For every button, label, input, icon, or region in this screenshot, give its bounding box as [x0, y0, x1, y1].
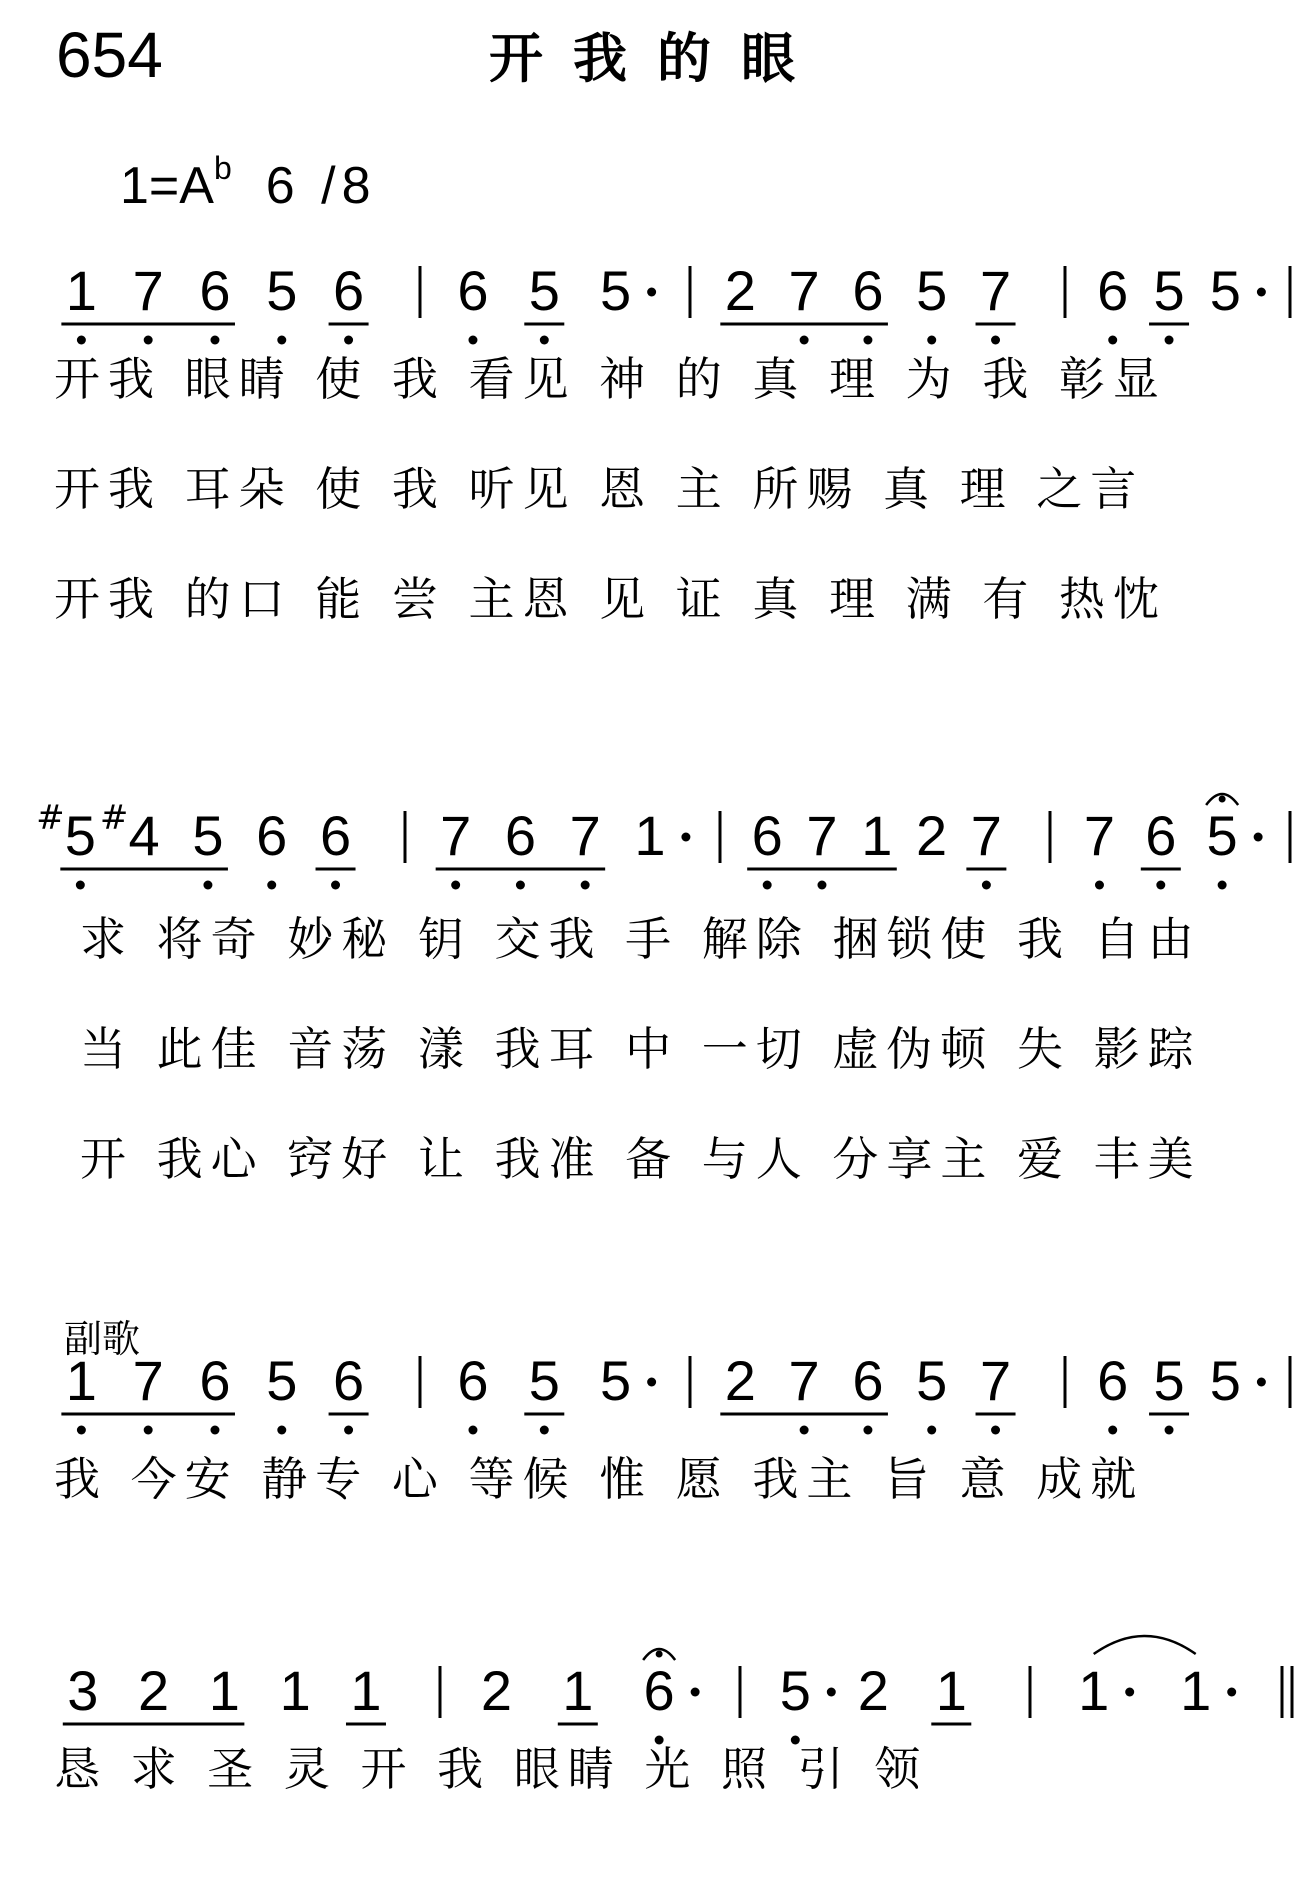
note-digit: 7 — [979, 1349, 1012, 1412]
low-octave-dot — [516, 881, 525, 890]
note-digit: 5 — [528, 1349, 560, 1412]
note-digit: 5 — [192, 804, 224, 867]
note-digit: 4 — [128, 804, 160, 867]
note-digit: 6 — [852, 1349, 884, 1412]
note-digit: 1 — [208, 1659, 240, 1722]
low-octave-dot — [540, 1426, 549, 1435]
note-digit: 5 — [779, 1659, 811, 1722]
lyric-line: 开我 耳朵 使 我 听见 恩 主 所赐 真 理 之言 — [54, 462, 1145, 516]
note-digit: 1 — [65, 259, 97, 322]
fermata-dot — [1219, 796, 1226, 803]
note-digit: 6 — [751, 804, 783, 867]
low-octave-dot — [77, 1426, 86, 1435]
low-octave-dot — [331, 881, 340, 890]
low-octave-dot — [982, 881, 991, 890]
low-octave-dot — [344, 1426, 353, 1435]
low-octave-dot — [1218, 881, 1227, 890]
low-octave-dot — [581, 881, 590, 890]
time-signature: 6 /8 — [265, 157, 377, 215]
low-octave-dot — [817, 881, 826, 890]
note-digit: 5 — [600, 1349, 632, 1412]
low-octave-dot — [210, 1426, 219, 1435]
note-digit: 7 — [979, 259, 1012, 322]
note-digit: 5 — [528, 259, 560, 322]
note-digit: 5 — [600, 259, 632, 322]
note-digit: 1 — [350, 1659, 382, 1722]
note-digit: 1 — [1180, 1659, 1212, 1722]
note-digit: 6 — [1097, 259, 1129, 322]
low-octave-dot — [763, 881, 772, 890]
note-digit: 6 — [333, 259, 365, 322]
note-digit: 1 — [634, 804, 666, 867]
low-octave-dot — [468, 1426, 477, 1435]
low-octave-dot — [1165, 1426, 1174, 1435]
augmentation-dot — [647, 288, 656, 297]
page-title: 开我的眼 — [489, 27, 825, 90]
note-digit: 6 — [199, 259, 231, 322]
note-digit: 5 — [1209, 259, 1241, 322]
note-digit: 1 — [935, 1659, 967, 1722]
augmentation-dot — [1257, 1378, 1266, 1387]
low-octave-dot — [991, 1426, 1000, 1435]
low-octave-dot — [1108, 1426, 1117, 1435]
note-digit: 7 — [788, 259, 820, 322]
note-digit: 7 — [788, 1349, 820, 1412]
note-digit: 6 — [256, 804, 288, 867]
low-octave-dot — [451, 881, 460, 890]
sharp-sign: # — [36, 798, 65, 838]
note-digit: 6 — [1145, 804, 1177, 867]
lyric-line: 求 将奇 妙秘 钥 交我 手 解除 捆锁使 我 自由 — [80, 912, 1202, 966]
augmentation-dot — [681, 833, 690, 842]
note-digit: 2 — [480, 1659, 513, 1722]
low-octave-dot — [144, 1426, 153, 1435]
note-digit: 1 — [562, 1659, 594, 1722]
lyric-line: 恳 求 圣 灵 开 我 眼睛 光 照 引 领 — [54, 1742, 929, 1796]
note-digit: 5 — [1206, 804, 1238, 867]
note-digit: 5 — [1209, 1349, 1241, 1412]
note-digit: 6 — [504, 804, 536, 867]
note-digit: 1 — [1078, 1659, 1110, 1722]
fermata-dot — [656, 1651, 663, 1658]
note-digit: 5 — [64, 804, 96, 867]
low-octave-dot — [863, 1426, 872, 1435]
flat-sign: b — [213, 150, 232, 186]
lyric-line: 开我 的口 能 尝 主恩 见 证 真 理 满 有 热忱 — [54, 572, 1167, 626]
note-digit: 2 — [138, 1659, 170, 1722]
note-digit: 7 — [970, 804, 1002, 867]
note-digit: 7 — [569, 804, 601, 867]
note-digit: 6 — [457, 1349, 489, 1412]
augmentation-dot — [1125, 1688, 1134, 1697]
augmentation-dot — [1257, 288, 1266, 297]
low-octave-dot — [800, 1426, 809, 1435]
note-digit: 7 — [1083, 804, 1116, 867]
note-digit: 6 — [643, 1659, 675, 1722]
low-octave-dot — [1095, 881, 1104, 890]
note-digit: 5 — [916, 259, 948, 322]
augmentation-dot — [1254, 833, 1263, 842]
note-digit: 5 — [916, 1349, 948, 1412]
note-digit: 6 — [333, 1349, 365, 1412]
note-digit: 2 — [724, 1349, 756, 1412]
low-octave-dot — [277, 1426, 286, 1435]
note-digit: 6 — [852, 259, 884, 322]
lyric-line: 当 此佳 音荡 漾 我耳 中 一切 虚伪顿 失 影踪 — [80, 1022, 1202, 1076]
low-octave-dot — [927, 1426, 936, 1435]
note-digit: 1 — [861, 804, 893, 867]
low-octave-dot — [267, 881, 276, 890]
key-label: 1=A — [120, 157, 214, 215]
note-digit: 6 — [199, 1349, 231, 1412]
note-digit: 3 — [67, 1659, 99, 1722]
note-digit: 2 — [724, 259, 756, 322]
note-digit: 7 — [132, 1349, 164, 1412]
low-octave-dot — [1156, 881, 1165, 890]
note-digit: 2 — [916, 804, 948, 867]
note-digit: 2 — [857, 1659, 889, 1722]
note-digit: 7 — [132, 259, 164, 322]
note-digit: 5 — [1153, 1349, 1185, 1412]
tie-arc — [1094, 1636, 1196, 1654]
augmentation-dot — [1227, 1688, 1236, 1697]
note-digit: 5 — [266, 259, 298, 322]
note-digit: 1 — [279, 1659, 311, 1722]
lyric-line: 开 我心 窍好 让 我准 备 与人 分享主 爱 丰美 — [80, 1132, 1202, 1186]
note-digit: 6 — [1097, 1349, 1129, 1412]
augmentation-dot — [647, 1378, 656, 1387]
hymn-number: 654 — [56, 19, 163, 91]
chorus-label: 副歌 — [64, 1317, 141, 1361]
note-digit: 5 — [266, 1349, 298, 1412]
lyric-line: 开我 眼睛 使 我 看见 神 的 真 理 为 我 彰显 — [54, 352, 1167, 406]
note-digit: 6 — [457, 259, 489, 322]
note-digit: 5 — [1153, 259, 1185, 322]
note-digit: 7 — [806, 804, 838, 867]
augmentation-dot — [827, 1688, 836, 1697]
augmentation-dot — [691, 1688, 700, 1697]
low-octave-dot — [203, 881, 212, 890]
lyric-line: 我 今安 静专 心 等候 惟 愿 我主 旨 意 成就 — [54, 1452, 1145, 1506]
sharp-sign: # — [99, 798, 129, 838]
note-digit: 7 — [440, 804, 472, 867]
note-digit: 1 — [65, 1349, 97, 1412]
low-octave-dot — [76, 881, 85, 890]
note-digit: 6 — [319, 804, 352, 867]
